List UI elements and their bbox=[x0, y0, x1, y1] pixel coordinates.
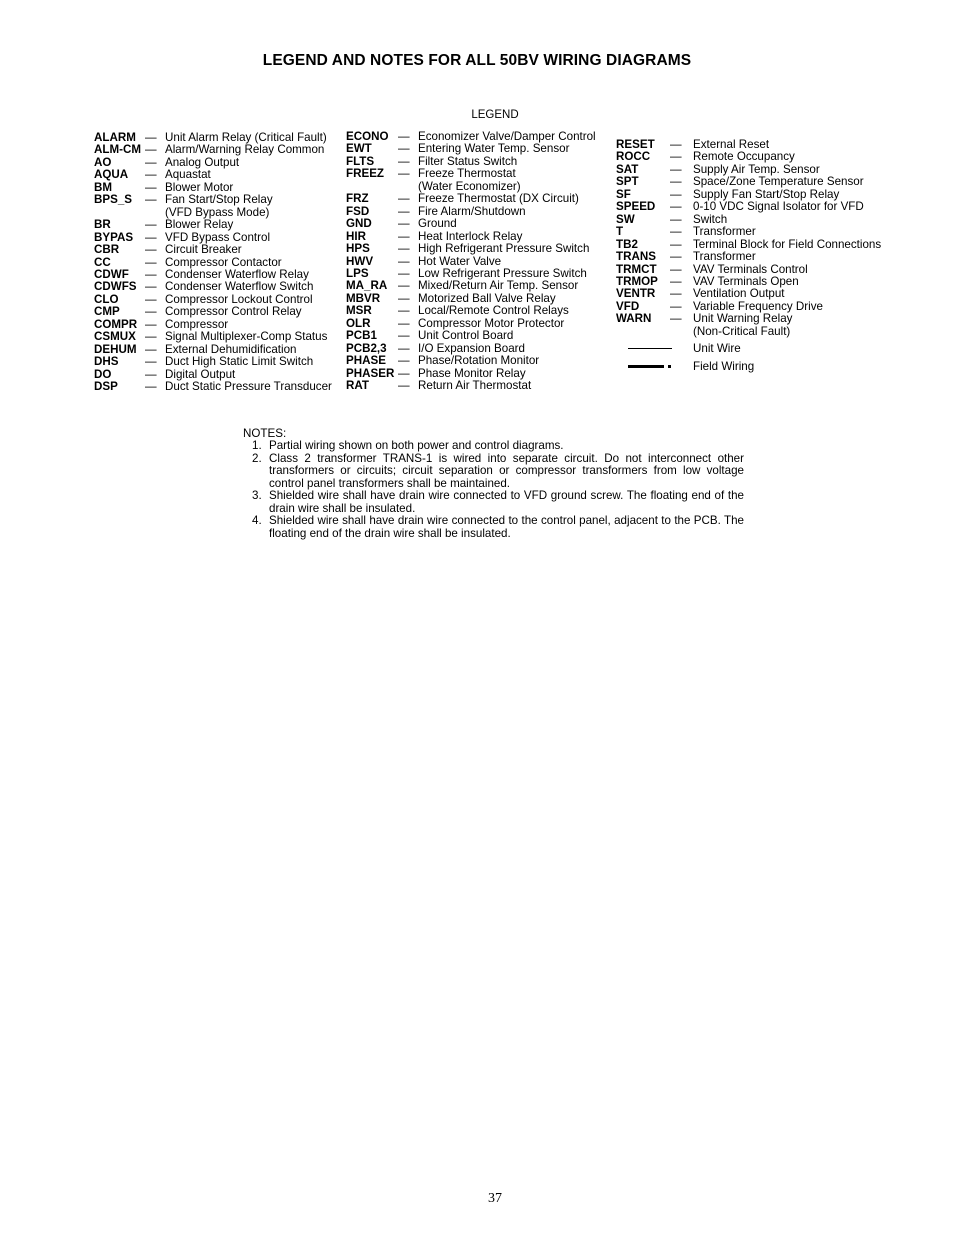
legend-description-line: Duct Static Pressure Transducer bbox=[165, 380, 332, 394]
legend-dash: — bbox=[398, 279, 410, 293]
legend-entry bbox=[346, 380, 596, 392]
legend-description-line: VAV Terminals Open bbox=[693, 274, 799, 288]
legend-entry bbox=[94, 169, 332, 181]
legend-entry bbox=[616, 251, 881, 263]
field-wiring-label: Field Wiring bbox=[693, 360, 755, 373]
legend-description bbox=[693, 201, 864, 213]
legend-dash: — bbox=[398, 192, 410, 206]
legend-abbreviation: ALARM bbox=[94, 131, 136, 144]
legend-entry bbox=[94, 356, 332, 368]
legend-abbreviation: DHS bbox=[94, 355, 119, 369]
legend-entry bbox=[94, 306, 332, 318]
legend-abbreviation: DO bbox=[94, 367, 112, 381]
legend-dash: — bbox=[145, 218, 157, 232]
legend-description-line: Space/Zone Temperature Sensor bbox=[693, 175, 864, 189]
legend-entry bbox=[346, 330, 596, 342]
legend-abbreviation: GND bbox=[346, 217, 372, 231]
legend-abbreviation: ECONO bbox=[346, 130, 389, 143]
legend-description-line: Return Air Thermostat bbox=[418, 379, 532, 393]
legend-entry bbox=[616, 176, 881, 188]
legend-description-line: Condenser Waterflow Relay bbox=[165, 267, 309, 281]
legend-dash: — bbox=[145, 367, 157, 381]
legend-dash: — bbox=[670, 150, 682, 164]
legend-abbreviation: SW bbox=[616, 212, 635, 226]
legend-description bbox=[165, 356, 313, 368]
legend-description bbox=[693, 313, 792, 338]
legend-description bbox=[165, 381, 332, 393]
legend-dash: — bbox=[670, 162, 682, 176]
legend-description-line: Blower Motor bbox=[165, 180, 234, 194]
legend-description-line: (Non-Critical Fault) bbox=[693, 324, 791, 338]
legend-dash: — bbox=[670, 225, 682, 239]
legend-abbreviation: CDWFS bbox=[94, 280, 137, 294]
legend-abbreviation: MSR bbox=[346, 304, 372, 318]
legend-description-line: Digital Output bbox=[165, 367, 236, 381]
legend-abbreviation: WARN bbox=[616, 312, 652, 326]
note-text: Shielded wire shall have drain wire connected to VFD ground screw. The floating end of the drain wire shall be insulated. bbox=[269, 489, 744, 515]
legend-dash: — bbox=[398, 316, 410, 330]
legend-entry bbox=[346, 355, 596, 367]
legend-abbreviation: RESET bbox=[616, 138, 655, 151]
legend-abbreviation: CMP bbox=[94, 305, 120, 319]
legend-description-line: Motorized Ball Valve Relay bbox=[418, 291, 556, 305]
legend-description-line: VAV Terminals Control bbox=[693, 262, 808, 276]
legend-abbreviation: COMPR bbox=[94, 317, 138, 331]
legend-heading: LEGEND bbox=[471, 109, 519, 121]
legend-description-line: Ground bbox=[418, 217, 457, 231]
legend-abbreviation: PCB2,3 bbox=[346, 341, 387, 355]
legend-description bbox=[693, 251, 756, 263]
legend-column-1 bbox=[94, 132, 332, 394]
field-wiring-line bbox=[616, 361, 693, 373]
legend-dash: — bbox=[670, 200, 682, 214]
legend-dash: — bbox=[398, 341, 410, 355]
unit-wire-label: Unit Wire bbox=[693, 342, 741, 355]
legend-description-line: Hot Water Valve bbox=[418, 254, 502, 268]
legend-dash: — bbox=[398, 366, 410, 380]
legend-entry bbox=[346, 305, 596, 317]
page-number: 37 bbox=[488, 1191, 502, 1206]
notes-heading: NOTES: bbox=[243, 427, 287, 440]
legend-description-line: Supply Fan Start/Stop Relay bbox=[693, 187, 840, 201]
legend-description-line: I/O Expansion Board bbox=[418, 341, 525, 355]
legend-entry bbox=[94, 157, 332, 169]
legend-description-line: Transformer bbox=[693, 250, 756, 264]
note-number: 3. bbox=[252, 489, 262, 503]
legend-entry bbox=[94, 381, 332, 393]
legend-abbreviation: FREEZ bbox=[346, 167, 385, 181]
legend-description-line: Variable Frequency Drive bbox=[693, 299, 823, 313]
legend-entry bbox=[94, 331, 332, 343]
legend-entry bbox=[94, 244, 332, 256]
legend-abbreviation: FRZ bbox=[346, 192, 369, 206]
legend-abbreviation: FLTS bbox=[346, 154, 375, 168]
legend-dash: — bbox=[398, 329, 410, 343]
legend-dash: — bbox=[670, 250, 682, 264]
unit-wire-legend bbox=[616, 342, 741, 355]
legend-dash: — bbox=[145, 305, 157, 319]
legend-dash: — bbox=[670, 187, 682, 201]
legend-dash: — bbox=[398, 154, 410, 168]
legend-description-line: Freeze Thermostat bbox=[418, 167, 516, 181]
legend-dash: — bbox=[145, 330, 157, 344]
legend-abbreviation: HPS bbox=[346, 242, 370, 256]
legend-description-line: Mixed/Return Air Temp. Sensor bbox=[418, 279, 579, 293]
legend-abbreviation: TRMOP bbox=[616, 274, 658, 288]
legend-description bbox=[693, 226, 756, 238]
unit-wire-line bbox=[616, 343, 693, 355]
legend-description-line: High Refrigerant Pressure Switch bbox=[418, 242, 590, 256]
legend-dash: — bbox=[145, 267, 157, 281]
legend-description bbox=[165, 169, 211, 181]
legend-description-line: Freeze Thermostat (DX Circuit) bbox=[418, 192, 579, 206]
legend-description bbox=[165, 194, 273, 219]
legend-abbreviation: MA_RA bbox=[346, 279, 388, 293]
legend-dash: — bbox=[145, 342, 157, 356]
legend-description-line: (Water Economizer) bbox=[418, 179, 521, 193]
legend-description-line: Unit Warning Relay bbox=[693, 312, 793, 326]
legend-dash: — bbox=[145, 243, 157, 257]
legend-dash: — bbox=[145, 155, 157, 169]
legend-abbreviation: PHASER bbox=[346, 366, 395, 380]
note-number: 1. bbox=[252, 439, 262, 453]
legend-abbreviation: SF bbox=[616, 187, 631, 201]
legend-description-line: Alarm/Warning Relay Common bbox=[165, 143, 325, 157]
legend-abbreviation: DSP bbox=[94, 380, 118, 394]
legend-dash: — bbox=[398, 229, 410, 243]
legend-description-line: Transformer bbox=[693, 225, 756, 239]
legend-dash: — bbox=[670, 138, 682, 151]
legend-description-line: Phase Monitor Relay bbox=[418, 366, 526, 380]
legend-column-2 bbox=[346, 131, 596, 393]
legend-dash: — bbox=[670, 274, 682, 288]
legend-description-line: Duct High Static Limit Switch bbox=[165, 355, 314, 369]
legend-abbreviation: HIR bbox=[346, 229, 366, 243]
legend-abbreviation: RAT bbox=[346, 379, 369, 393]
legend-description bbox=[693, 176, 864, 188]
legend-abbreviation: OLR bbox=[346, 316, 371, 330]
legend-dash: — bbox=[398, 167, 410, 181]
legend-dash: — bbox=[670, 212, 682, 226]
legend-abbreviation: ROCC bbox=[616, 150, 651, 164]
legend-entry bbox=[346, 193, 596, 205]
field-wiring-legend bbox=[616, 360, 754, 373]
legend-dash: — bbox=[398, 266, 410, 280]
legend-dash: — bbox=[670, 175, 682, 189]
legend-entry bbox=[346, 168, 596, 193]
legend-abbreviation: MBVR bbox=[346, 291, 381, 305]
legend-dash: — bbox=[145, 255, 157, 269]
legend-description-line: Filter Status Switch bbox=[418, 154, 518, 168]
legend-abbreviation: SAT bbox=[616, 162, 639, 176]
legend-description bbox=[418, 305, 569, 317]
legend-abbreviation: CC bbox=[94, 255, 111, 269]
legend-description-line: Compressor Contactor bbox=[165, 255, 282, 269]
legend-description-line: Aquastat bbox=[165, 168, 211, 182]
legend-dash: — bbox=[398, 254, 410, 268]
legend-description bbox=[418, 193, 579, 205]
legend-description bbox=[165, 306, 302, 318]
legend-dash: — bbox=[145, 230, 157, 244]
note-number: 2. bbox=[252, 451, 262, 465]
legend-dash: — bbox=[145, 168, 157, 182]
legend-dash: — bbox=[398, 379, 410, 393]
legend-description-line: Terminal Block for Field Connections bbox=[693, 237, 882, 251]
legend-description-line: Fire Alarm/Shutdown bbox=[418, 204, 526, 218]
legend-abbreviation: TRMCT bbox=[616, 262, 657, 276]
legend-description-line: Condenser Waterflow Switch bbox=[165, 280, 314, 294]
legend-abbreviation: PCB1 bbox=[346, 329, 377, 343]
legend-dash: — bbox=[398, 217, 410, 231]
legend-entry bbox=[616, 226, 881, 238]
legend-description bbox=[418, 168, 521, 193]
legend-description-line: Unit Control Board bbox=[418, 329, 514, 343]
legend-description-line: External Dehumidification bbox=[165, 342, 297, 356]
legend-description-line: Unit Alarm Relay (Critical Fault) bbox=[165, 131, 327, 144]
legend-dash: — bbox=[670, 237, 682, 251]
legend-dash: — bbox=[145, 180, 157, 194]
legend-description-line: Heat Interlock Relay bbox=[418, 229, 523, 243]
legend-abbreviation: BM bbox=[94, 180, 113, 194]
notes-section bbox=[243, 428, 744, 540]
legend-description-line: Fan Start/Stop Relay bbox=[165, 193, 273, 207]
legend-abbreviation: CLO bbox=[94, 292, 119, 306]
legend-abbreviation: TRANS bbox=[616, 250, 656, 264]
legend-abbreviation: HWV bbox=[346, 254, 374, 268]
note-text: Partial wiring shown on both power and control diagrams. bbox=[269, 439, 564, 453]
legend-description-line: Circuit Breaker bbox=[165, 243, 242, 257]
legend-dash: — bbox=[670, 299, 682, 313]
legend-description-line: Entering Water Temp. Sensor bbox=[418, 142, 570, 156]
legend-description-line: Signal Multiplexer-Comp Status bbox=[165, 330, 328, 344]
legend-description-line: Compressor Lockout Control bbox=[165, 292, 313, 306]
legend-abbreviation: FSD bbox=[346, 204, 370, 218]
legend-abbreviation: EWT bbox=[346, 142, 372, 156]
legend-description bbox=[418, 330, 513, 342]
legend-description-line: Compressor Motor Protector bbox=[418, 316, 565, 330]
legend-dash: — bbox=[145, 317, 157, 331]
legend-description-line: Local/Remote Control Relays bbox=[418, 304, 569, 318]
note-text: Shielded wire shall have drain wire connected to the control panel, adjacent to the PCB. The floating end of the drain wire shall be insulated. bbox=[269, 514, 744, 540]
legend-dash: — bbox=[145, 292, 157, 306]
legend-column-3 bbox=[616, 139, 881, 338]
legend-description-line: Compressor Control Relay bbox=[165, 305, 302, 319]
legend-description bbox=[418, 243, 589, 255]
note-text: Class 2 transformer TRANS-1 is wired into separate circuit. Do not interconnect other transformers or circuits; circuit separation or compressor transformers from low voltage control panel transformers shall be maintained. bbox=[269, 451, 744, 490]
legend-abbreviation: SPT bbox=[616, 175, 639, 189]
legend-description bbox=[418, 355, 539, 367]
legend-dash: — bbox=[670, 312, 682, 326]
legend-description-line: (VFD Bypass Mode) bbox=[165, 205, 270, 219]
legend-description-line: VFD Bypass Control bbox=[165, 230, 271, 244]
legend-description-line: Low Refrigerant Pressure Switch bbox=[418, 266, 587, 280]
note-item bbox=[243, 453, 744, 490]
legend-dash: — bbox=[670, 262, 682, 276]
legend-description-line: Compressor bbox=[165, 317, 229, 331]
legend-entry bbox=[616, 313, 881, 338]
legend-entry bbox=[94, 219, 332, 231]
legend-description-line: External Reset bbox=[693, 138, 770, 151]
legend-description-line: Blower Relay bbox=[165, 218, 234, 232]
legend-entry bbox=[346, 218, 596, 230]
legend-dash: — bbox=[398, 354, 410, 368]
legend-dash: — bbox=[670, 287, 682, 301]
legend-abbreviation: CDWF bbox=[94, 267, 129, 281]
legend-dash: — bbox=[398, 142, 410, 156]
legend-description-line: Supply Air Temp. Sensor bbox=[693, 162, 820, 176]
legend-description bbox=[165, 331, 327, 343]
legend-abbreviation: DEHUM bbox=[94, 342, 137, 356]
legend-abbreviation: AO bbox=[94, 155, 112, 169]
legend-abbreviation: SPEED bbox=[616, 200, 656, 214]
note-item bbox=[243, 515, 744, 540]
legend-dash: — bbox=[145, 355, 157, 369]
legend-dash: — bbox=[145, 143, 157, 157]
legend-abbreviation: VFD bbox=[616, 299, 640, 313]
legend-description bbox=[165, 244, 242, 256]
legend-abbreviation: BR bbox=[94, 218, 111, 232]
legend-description bbox=[165, 219, 233, 231]
legend-description-line: Phase/Rotation Monitor bbox=[418, 354, 540, 368]
legend-entry bbox=[346, 206, 596, 218]
legend-dash: — bbox=[145, 131, 157, 144]
legend-entry bbox=[616, 201, 881, 213]
note-number: 4. bbox=[252, 514, 262, 528]
legend-abbreviation: BYPAS bbox=[94, 230, 134, 244]
legend-abbreviation: LPS bbox=[346, 266, 369, 280]
legend-dash: — bbox=[398, 291, 410, 305]
legend-entry bbox=[94, 194, 332, 219]
legend-description-line: Switch bbox=[693, 212, 728, 226]
legend-abbreviation: AQUA bbox=[94, 168, 129, 182]
legend-abbreviation: T bbox=[616, 225, 624, 239]
legend-dash: — bbox=[398, 304, 410, 318]
page-title: LEGEND AND NOTES FOR ALL 50BV WIRING DIAGRAMS bbox=[262, 52, 692, 69]
legend-entry bbox=[346, 243, 596, 255]
legend-description-line: Remote Occupancy bbox=[693, 150, 795, 164]
note-item bbox=[243, 490, 744, 515]
legend-dash: — bbox=[145, 380, 157, 394]
legend-abbreviation: PHASE bbox=[346, 354, 386, 368]
legend-abbreviation: CBR bbox=[94, 243, 120, 257]
legend-dash: — bbox=[145, 193, 157, 207]
legend-description-line: 0-10 VDC Signal Isolator for VFD bbox=[693, 200, 864, 214]
legend-abbreviation: CSMUX bbox=[94, 330, 136, 344]
legend-abbreviation: BPS_S bbox=[94, 193, 133, 207]
legend-dash: — bbox=[398, 242, 410, 256]
legend-abbreviation: ALM-CM bbox=[94, 143, 142, 157]
legend-dash: — bbox=[398, 130, 410, 143]
legend-dash: — bbox=[145, 280, 157, 294]
legend-dash: — bbox=[398, 204, 410, 218]
legend-abbreviation: TB2 bbox=[616, 237, 638, 251]
legend-description-line: Analog Output bbox=[165, 155, 240, 169]
legend-abbreviation: VENTR bbox=[616, 287, 656, 301]
legend-description bbox=[418, 218, 457, 230]
legend-description-line: Economizer Valve/Damper Control bbox=[418, 130, 596, 143]
legend-description bbox=[418, 380, 531, 392]
legend-description-line: Ventilation Output bbox=[693, 287, 785, 301]
